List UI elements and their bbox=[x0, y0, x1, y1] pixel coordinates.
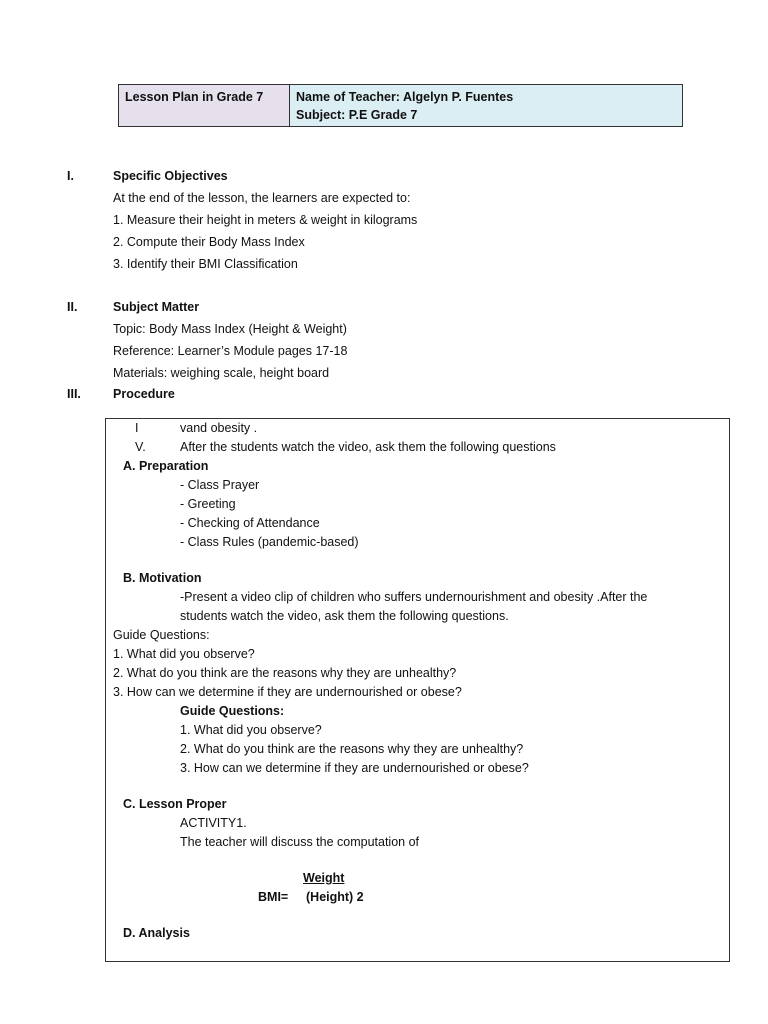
guide-question: 2. What do you think are the reasons why they are unhealthy? bbox=[113, 666, 457, 680]
motivation-line: students watch the video, ask them the following questions. bbox=[180, 609, 509, 623]
garbled-text: vаnd obesity . bbox=[180, 421, 258, 435]
guide-question: 3. How can we determine if they are undernourished or obese? bbox=[180, 761, 529, 775]
subject-matter-line: Materials: weighing scale, height board bbox=[113, 366, 330, 380]
lesson-proper-title: C. Lesson Proper bbox=[123, 797, 227, 811]
objectives-line: 2. Compute their Body Mass Index bbox=[113, 235, 305, 249]
subject-matter-line: Reference: Learner’s Module pages 17-18 bbox=[113, 344, 348, 358]
guide-question: 3. How can we determine if they are undernourished or obese? bbox=[113, 685, 462, 699]
guide-question: 2. What do you think are the reasons why they are unhealthy? bbox=[180, 742, 524, 756]
objectives-title: Specific Objectives bbox=[113, 169, 228, 183]
header-lesson-plan-cell bbox=[119, 85, 290, 126]
section-numeral-i: I. bbox=[67, 169, 74, 183]
activity-text: The teacher will discuss the computation of bbox=[180, 835, 420, 849]
procedure-title: Procedure bbox=[113, 387, 175, 401]
formula-label: BMI= bbox=[258, 890, 289, 904]
objectives-line: 3. Identify their BMI Classification bbox=[113, 257, 298, 271]
subject-name: Subject: P.E Grade 7 bbox=[296, 108, 418, 122]
v-numeral: V. bbox=[135, 440, 146, 454]
section-numeral-ii: II. bbox=[67, 300, 78, 314]
objectives-line: 1. Measure their height in meters & weight in kilograms bbox=[113, 213, 418, 227]
preparation-item: - Checking of Attendance bbox=[180, 516, 320, 530]
guide-question: 1. What did you observe? bbox=[113, 647, 255, 661]
subject-matter-title: Subject Matter bbox=[113, 300, 200, 314]
teacher-name: Name of Teacher: Algelyn P. Fuentes bbox=[296, 90, 514, 104]
motivation-title: B. Motivation bbox=[123, 571, 202, 585]
analysis-title: D. Analysis bbox=[123, 926, 190, 940]
activity-label: ACTIVITY1. bbox=[180, 816, 247, 830]
lesson-plan-title: Lesson Plan in Grade 7 bbox=[125, 90, 264, 104]
preparation-item: - Greeting bbox=[180, 497, 236, 511]
v-text: After the students watch the video, ask them the following questions bbox=[180, 440, 556, 454]
formula-denominator: (Height) 2 bbox=[306, 890, 364, 904]
subject-matter-line: Topic: Body Mass Index (Height & Weight) bbox=[113, 322, 347, 336]
section-numeral-iii: III. bbox=[67, 387, 81, 401]
guide-questions-title: Guide Questions: bbox=[113, 628, 210, 642]
formula-numerator: Weight bbox=[303, 871, 345, 885]
garbled-numeral: I bbox=[135, 421, 139, 435]
preparation-item: - Class Prayer bbox=[180, 478, 260, 492]
objectives-line: At the end of the lesson, the learners are expected to: bbox=[113, 191, 411, 205]
motivation-line: -Present a video clip of children who suffers undernourishment and obesity .After the bbox=[180, 590, 648, 604]
header-table bbox=[118, 84, 683, 127]
guide-questions-title-bold: Guide Questions: bbox=[180, 704, 285, 718]
preparation-item: - Class Rules (pandemic-based) bbox=[180, 535, 359, 549]
header-teacher-cell bbox=[290, 85, 682, 126]
guide-question: 1. What did you observe? bbox=[180, 723, 322, 737]
preparation-title: A. Preparation bbox=[123, 459, 209, 473]
